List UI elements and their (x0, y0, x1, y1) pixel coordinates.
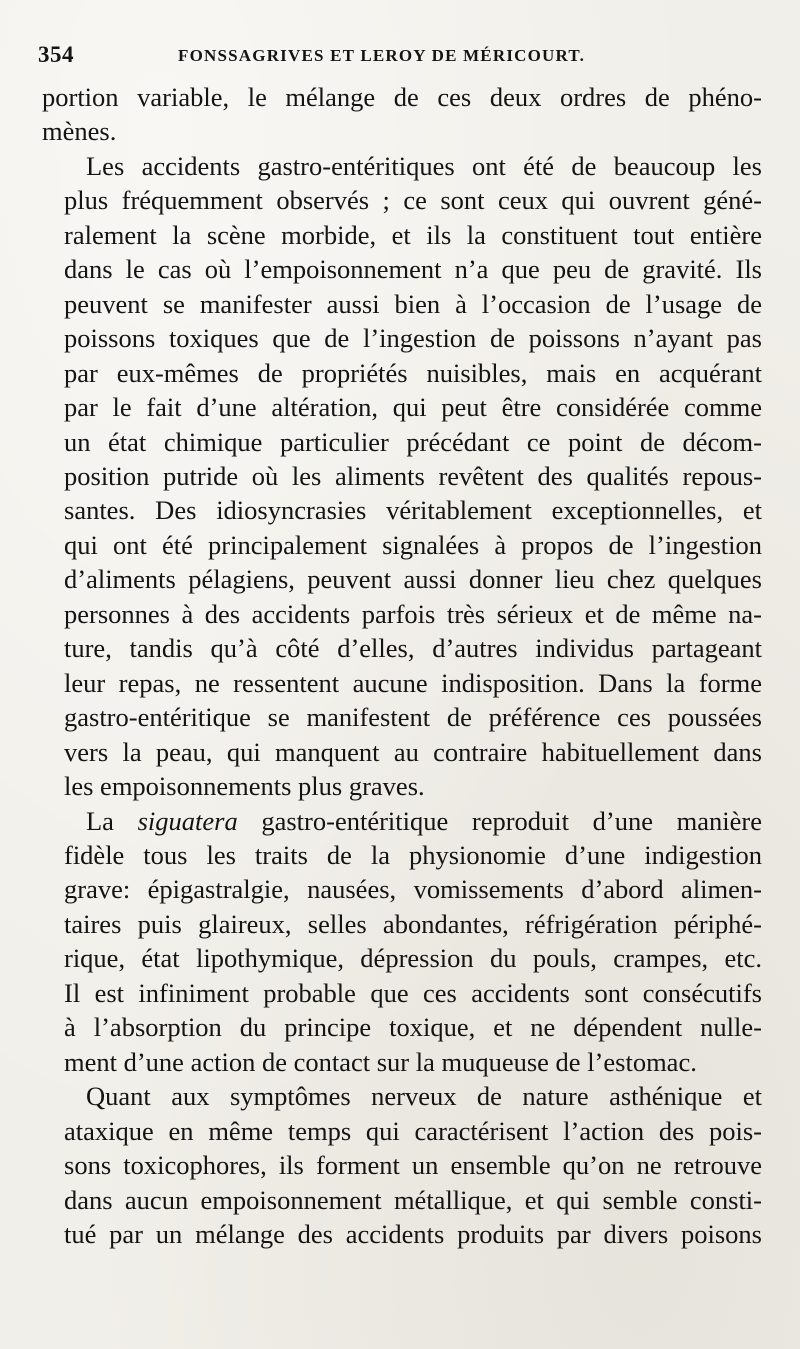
text-line: plus fréquemment observés ; ce sont ceux qui ouvrent géné- (64, 185, 762, 216)
text-line: portion variable, le mélange de ces deux ordres de phéno- (42, 82, 762, 112)
text-line: leur repas, ne ressentent aucune indisposition. Dans la forme (64, 667, 762, 698)
text-line: dans le cas où l’empoisonnement n’a que peu de gravité. Ils (64, 254, 762, 285)
paragraph-continuation (42, 80, 762, 149)
text-line-rest: gastro-entéritique reproduit d’une manière (261, 805, 762, 836)
running-head: FONSSAGRIVES ET LEROY DE MÉRICOURT. (178, 46, 586, 65)
text-line: qui ont été principalement signalées à propos de l’ingestion (64, 529, 762, 560)
text-line: dans aucun empoisonnement métallique, et qui semble consti- (64, 1184, 762, 1215)
text-line (42, 804, 762, 838)
paragraph-siguatera (42, 804, 762, 1080)
text-line: ment d’une action de contact sur la muqueuse de l’estomac. (64, 1046, 697, 1077)
lead-text: La (86, 805, 138, 836)
paragraph-nervous-symptoms (42, 1079, 762, 1251)
text-line: par le fait d’une altération, qui peut être considérée comme (64, 392, 762, 423)
text-line: ture, tandis qu’à côté d’elles, d’autres individus partageant (64, 633, 762, 664)
text-line: Il est infiniment probable que ces accidents sont consécutifs (64, 977, 762, 1008)
text-line: peuvent se manifester aussi bien à l’occasion de l’usage de (64, 288, 762, 319)
text-line: Quant aux symptômes nerveux de nature asthénique et (86, 1081, 762, 1112)
text-line: à l’absorption du principe toxique, et ne dépendent nulle- (64, 1012, 762, 1043)
text-line: grave: épigastralgie, nausées, vomissements d’abord alimen- (64, 874, 762, 905)
text-line: d’aliments pélagiens, peuvent aussi donner lieu chez quelques (64, 564, 762, 595)
text-line: un état chimique particulier précédant ce point de décom- (64, 426, 762, 457)
body-text (42, 80, 762, 1251)
text-line: les empoisonnements plus graves. (64, 771, 425, 802)
text-line: personnes à des accidents parfois très sérieux et de même na- (64, 598, 762, 629)
text-line: Les accidents gastro-entéritiques ont été de beaucoup les (86, 150, 762, 181)
text-line: ralement la scène morbide, et ils la constituent tout entière (64, 219, 762, 250)
page-header (38, 42, 762, 72)
text-line: gastro-entéritique se manifestent de préférence ces poussées (64, 702, 762, 733)
text-line: sons toxicophores, ils forment un ensemble qu’on ne retrouve (64, 1150, 762, 1181)
text-line: tué par un mélange des accidents produits par divers poisons (64, 1218, 762, 1249)
page-number: 354 (38, 42, 74, 67)
text-line: ataxique en même temps qui caractérisent l’action des pois- (64, 1115, 762, 1146)
text-line: vers la peau, qui manquent au contraire habituellement dans (64, 736, 762, 767)
siguatera-term: siguatera (137, 805, 238, 836)
text-line: poissons toxiques que de l’ingestion de poissons n’ayant pas (64, 323, 762, 354)
text-line: taires puis glaireux, selles abondantes, réfrigération périphé- (64, 908, 762, 939)
paragraph-gastro-enteritic-accidents (42, 149, 762, 804)
text-line: santes. Des idiosyncrasies véritablement exceptionnelles, et (64, 495, 762, 526)
text-line: rique, état lipothymique, dépression du pouls, crampes, etc. (64, 943, 762, 974)
text-line: par eux-mêmes de propriétés nuisibles, mais en acquérant (64, 357, 762, 388)
text-line: mènes. (42, 116, 117, 147)
text-line: fidèle tous les traits de la physionomie d’une indigestion (64, 839, 762, 870)
text-line: position putride où les aliments revêtent des qualités repous- (64, 460, 762, 491)
